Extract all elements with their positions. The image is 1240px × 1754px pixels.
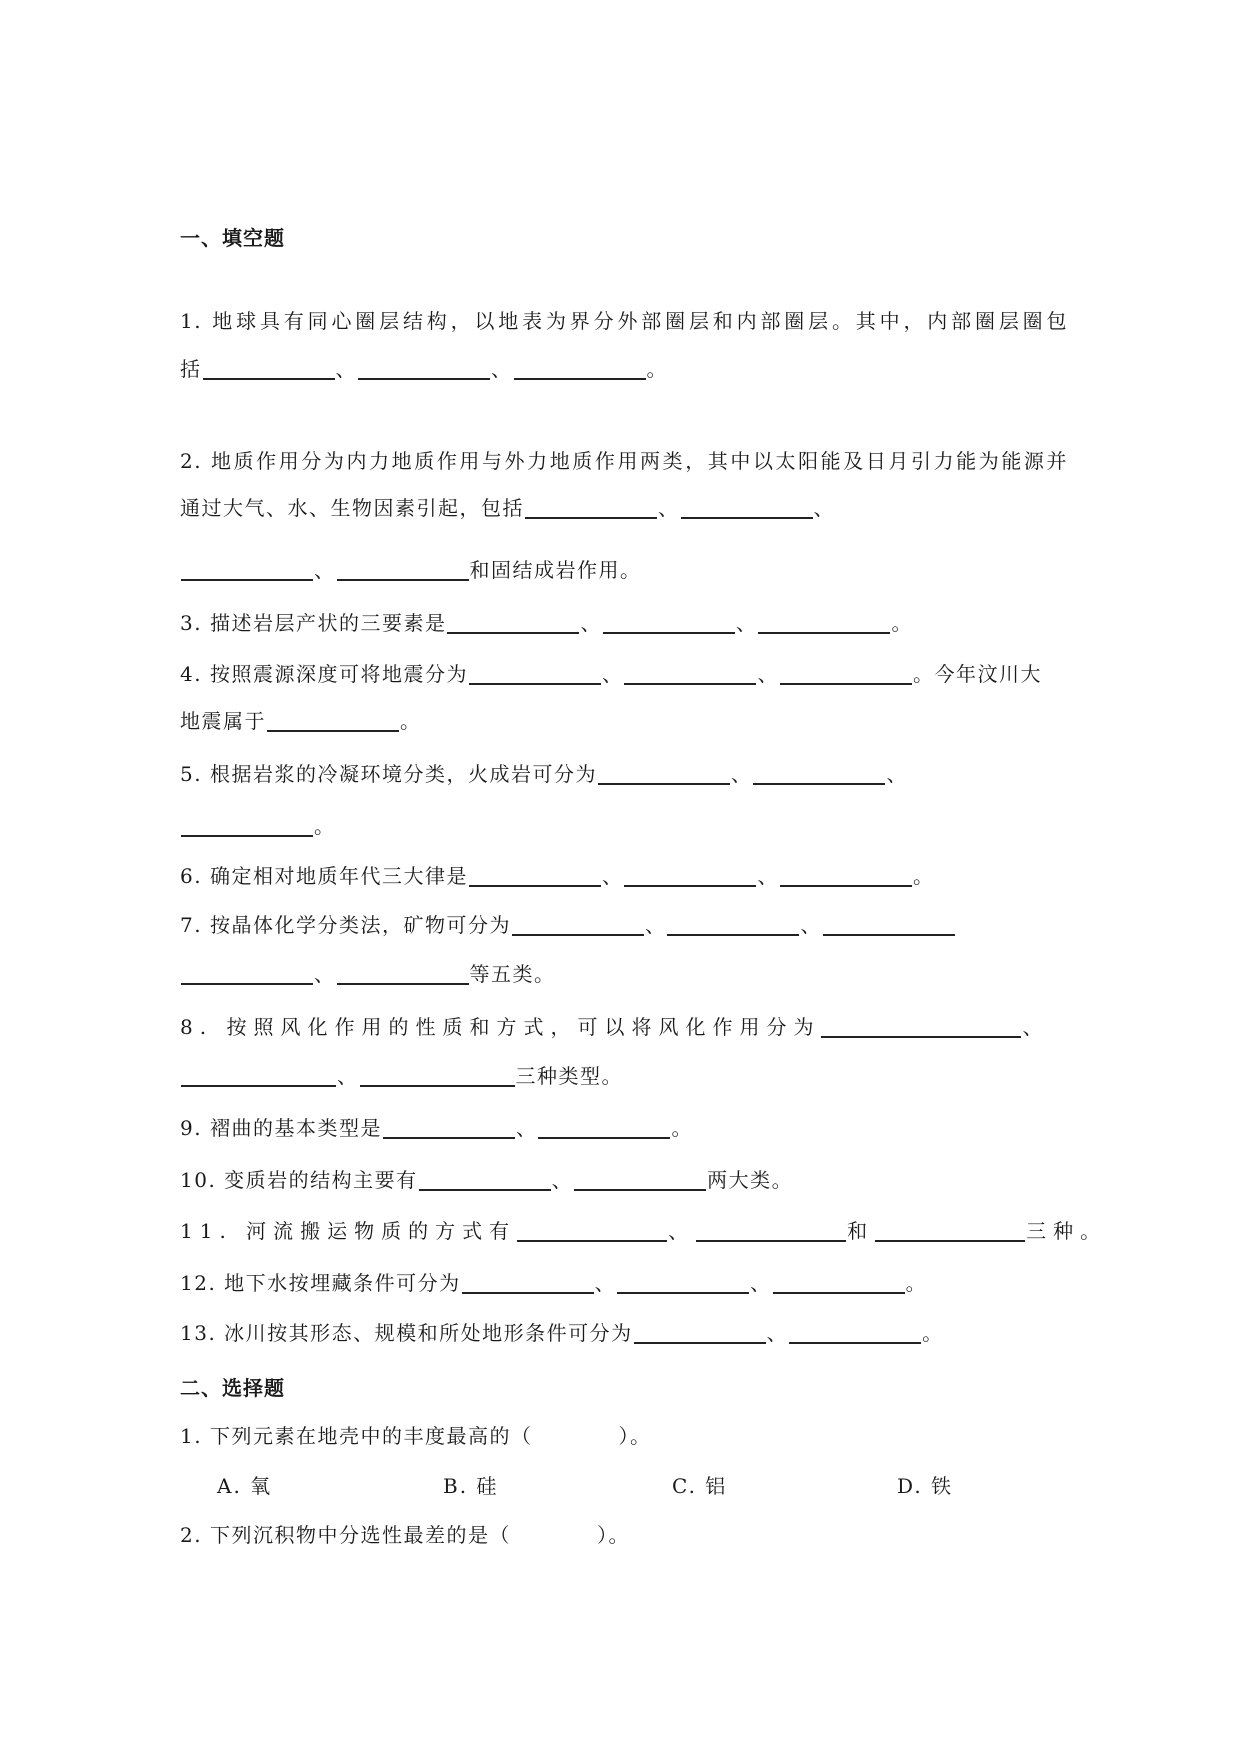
question-text: 、 — [757, 662, 779, 686]
choice-question-2: 2. 下列沉积物中分选性最差的是（ ）。 — [180, 1523, 630, 1547]
question-text: 、 — [644, 913, 667, 937]
question-text: 5. 根据岩浆的冷凝环境分类，火成岩可分为 — [180, 762, 597, 786]
question-text: 、 — [601, 662, 624, 686]
question-text: 和 — [847, 1219, 875, 1243]
question-text: 、 — [580, 611, 602, 635]
question-text: 1. 地球具有同心圈层结构，以地表为界分外部圈层和内部圈层。其中，内部圈层圈包 — [180, 309, 1068, 333]
question-line — [180, 1217, 1107, 1245]
answer-blank[interactable] — [360, 1063, 515, 1087]
answer-blank[interactable] — [181, 557, 313, 581]
question-text: 10. 变质岩的结构主要有 — [180, 1168, 418, 1192]
answer-blank[interactable] — [181, 813, 313, 837]
answer-blank[interactable] — [267, 708, 399, 732]
question-text: 、 — [491, 357, 513, 381]
question-text: 。 — [646, 357, 668, 381]
question-line — [180, 1166, 793, 1194]
question-text: 、 — [668, 1219, 696, 1243]
answer-blank[interactable] — [875, 1218, 1025, 1242]
answer-blank[interactable] — [789, 1320, 921, 1344]
question-text: 、 — [551, 1168, 574, 1192]
answer-blank[interactable] — [634, 1320, 766, 1344]
question-text: 7. 按晶体化学分类法，矿物可分为 — [180, 913, 511, 937]
section-heading-fill-in: 一、填空题 — [180, 226, 285, 250]
answer-blank[interactable] — [525, 495, 657, 519]
question-text: 、 — [314, 558, 336, 582]
answer-blank[interactable] — [514, 356, 646, 380]
answer-blank[interactable] — [821, 1014, 1021, 1038]
question-text: 9. 褶曲的基本类型是 — [180, 1116, 382, 1140]
answer-blank[interactable] — [512, 912, 644, 936]
answer-blank[interactable] — [469, 661, 601, 685]
question-text: 、 — [601, 864, 624, 888]
question-line — [180, 960, 556, 988]
question-text: 两大类。 — [707, 1168, 794, 1192]
option-b: B. 硅 — [443, 1474, 499, 1498]
section-heading-choice: 二、选择题 — [180, 1376, 285, 1400]
question-text: 、 — [735, 611, 758, 635]
question-line — [180, 447, 1068, 475]
answer-blank[interactable] — [517, 1218, 667, 1242]
question-text: 、 — [813, 496, 835, 520]
answer-blank[interactable] — [603, 610, 735, 634]
answer-blank[interactable] — [462, 1270, 594, 1294]
question-text: 、 — [337, 1064, 359, 1088]
answer-blank[interactable] — [780, 661, 912, 685]
question-text: 三种。 — [1026, 1219, 1108, 1243]
question-text: 。 — [905, 1271, 928, 1295]
answer-blank[interactable] — [181, 961, 313, 985]
question-line — [180, 911, 956, 939]
question-line — [180, 556, 642, 584]
question-text: 。 — [400, 709, 422, 733]
question-line — [180, 355, 668, 383]
question-line — [180, 707, 422, 735]
answer-blank[interactable] — [447, 610, 579, 634]
answer-blank[interactable] — [753, 761, 885, 785]
option-c: C. 铝 — [672, 1474, 728, 1498]
option-a: A. 氧 — [217, 1474, 273, 1498]
question-text: 、 — [594, 1271, 617, 1295]
answer-blank[interactable] — [181, 1063, 336, 1087]
question-text: 13. 冰川按其形态、规模和所处地形条件可分为 — [180, 1321, 633, 1345]
question-line — [180, 812, 336, 840]
question-line — [180, 1062, 623, 1090]
question-text: 括 — [180, 357, 202, 381]
question-text: 。 — [671, 1116, 693, 1140]
answer-blank[interactable] — [538, 1115, 670, 1139]
answer-blank[interactable] — [624, 863, 756, 887]
answer-blank[interactable] — [358, 356, 490, 380]
answer-blank[interactable] — [574, 1167, 706, 1191]
question-text: 、 — [658, 496, 680, 520]
question-text: 地震属于 — [180, 709, 266, 733]
answer-blank[interactable] — [598, 761, 730, 785]
answer-blank[interactable] — [780, 863, 912, 887]
question-line — [180, 660, 1042, 688]
question-text: 。今年汶川大 — [912, 662, 1042, 686]
question-text: 三种类型。 — [515, 1064, 623, 1088]
question-text: 11. 河流搬运物质的方式有 — [180, 1219, 517, 1243]
question-text: 。 — [891, 611, 913, 635]
answer-blank[interactable] — [617, 1270, 749, 1294]
option-d: D. 铁 — [897, 1474, 954, 1498]
question-line — [180, 609, 913, 637]
answer-blank[interactable] — [823, 912, 955, 936]
answer-blank[interactable] — [383, 1115, 515, 1139]
question-text: 。 — [912, 864, 935, 888]
question-text: 、 — [757, 864, 779, 888]
answer-blank[interactable] — [681, 495, 813, 519]
answer-blank[interactable] — [773, 1270, 905, 1294]
answer-blank[interactable] — [469, 863, 601, 887]
choice-question-1: 1. 下列元素在地壳中的丰度最高的（ ）。 — [180, 1424, 652, 1448]
question-line — [180, 494, 835, 522]
question-text: 3. 描述岩层产状的三要素是 — [180, 611, 447, 635]
question-text: 。 — [314, 814, 336, 838]
answer-blank[interactable] — [667, 912, 799, 936]
answer-blank[interactable] — [203, 356, 335, 380]
question-text: 6. 确定相对地质年代三大律是 — [180, 864, 468, 888]
question-text: 8. 按照风化作用的性质和方式，可以将风化作用分为 — [180, 1015, 821, 1039]
question-text: 等五类。 — [469, 962, 556, 986]
question-text: 、 — [314, 962, 336, 986]
question-text: 通过大气、水、生物因素引起，包括 — [180, 496, 524, 520]
question-line — [180, 760, 908, 788]
question-text: 、 — [515, 1116, 538, 1140]
answer-blank[interactable] — [758, 610, 890, 634]
question-text: 。 — [922, 1321, 944, 1345]
answer-blank[interactable] — [624, 661, 756, 685]
question-text: 、 — [730, 762, 753, 786]
question-text: 和固结成岩作用。 — [469, 558, 642, 582]
question-text: 12. 地下水按埋藏条件可分为 — [180, 1271, 461, 1295]
question-text: 、 — [750, 1271, 772, 1295]
answer-blank[interactable] — [696, 1218, 846, 1242]
question-line — [180, 1269, 927, 1297]
question-text: 4. 按照震源深度可将地震分为 — [180, 662, 468, 686]
question-text: 、 — [766, 1321, 789, 1345]
question-text: 、 — [800, 913, 822, 937]
question-line — [180, 862, 934, 890]
question-text: 、 — [886, 762, 908, 786]
answer-blank[interactable] — [337, 961, 469, 985]
question-line — [180, 1114, 693, 1142]
answer-blank[interactable] — [337, 557, 469, 581]
question-line — [180, 1013, 1049, 1041]
question-text: 、 — [1022, 1015, 1050, 1039]
question-line — [180, 307, 1068, 335]
answer-blank[interactable] — [419, 1167, 551, 1191]
question-text: 、 — [335, 357, 357, 381]
question-line — [180, 1319, 944, 1347]
question-text: 2. 地质作用分为内力地质作用与外力地质作用两类，其中以太阳能及日月引力能为能源并 — [180, 449, 1068, 473]
